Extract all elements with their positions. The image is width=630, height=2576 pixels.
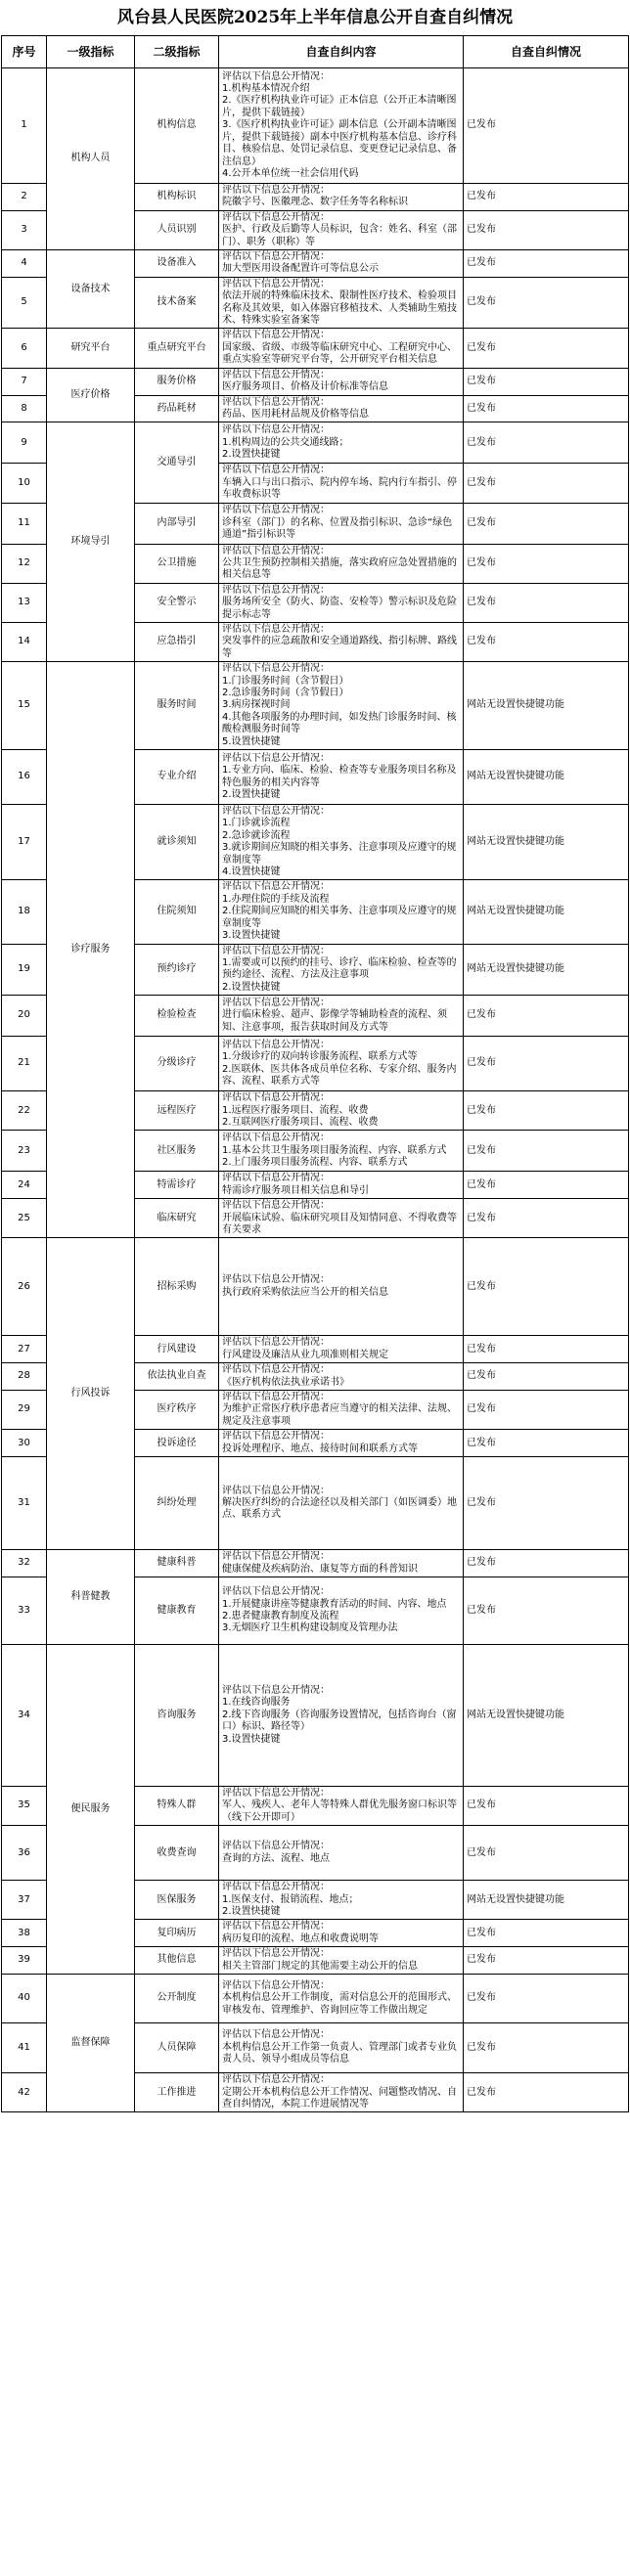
check-content: 评估以下信息公开情况： 医疗服务项目、价格及计价标准等信息 xyxy=(219,368,464,395)
level2-indicator: 机构信息 xyxy=(135,68,219,184)
check-content: 评估以下信息公开情况： 相关主管部门规定的其他需要主动公开的信息 xyxy=(219,1947,464,1975)
check-content: 评估以下信息公开情况： 1.机构基本情况介绍 2.《医疗机构执业许可证》正本信息（公开正本清晰图片，提供下载链接） 3.《医疗机构执业许可证》副本信息（公开副本清晰图片，提供下载链接）副本中医疗机构基本信息、诊疗科目、核验信息、处罚记录信息、变更登记记录信息、备注信息） 4.公开本单位统一社会信用代码 xyxy=(219,68,464,184)
row-number: 37 xyxy=(2,1881,47,1920)
check-status: 网站无设置快捷键功能 xyxy=(464,662,629,750)
level2-indicator: 内部导引 xyxy=(135,503,219,544)
level2-indicator: 分级诊疗 xyxy=(135,1037,219,1091)
level2-indicator: 健康科普 xyxy=(135,1550,219,1577)
check-content: 评估以下信息公开情况： 《医疗机构依法执业承诺书》 xyxy=(219,1363,464,1391)
check-status: 已发布 xyxy=(464,544,629,583)
check-status: 已发布 xyxy=(464,1336,629,1363)
check-content: 评估以下信息公开情况： 本机构信息公开工作制度，需对信息公开的范围形式、审核发布、管理维护、咨询回应等工作做出规定 xyxy=(219,1975,464,2023)
check-content: 评估以下信息公开情况： 服务场所安全（防火、防盗、安检等）警示标识及危险提示标志等 xyxy=(219,583,464,622)
row-number: 42 xyxy=(2,2073,47,2112)
check-status: 已发布 xyxy=(464,1947,629,1975)
level1-indicator: 机构人员 xyxy=(47,68,135,250)
check-status: 已发布 xyxy=(464,1430,629,1457)
level2-indicator: 临床研究 xyxy=(135,1199,219,1238)
row-number: 39 xyxy=(2,1947,47,1975)
row-number: 29 xyxy=(2,1391,47,1430)
level2-indicator: 安全警示 xyxy=(135,583,219,622)
check-status: 已发布 xyxy=(464,2073,629,2112)
row-number: 9 xyxy=(2,422,47,464)
check-status: 已发布 xyxy=(464,368,629,395)
check-content: 评估以下信息公开情况： 军人、残疾人、老年人等特殊人群优先服务窗口标识等（线下公开即可） xyxy=(219,1787,464,1826)
table-row xyxy=(2,329,629,368)
level2-indicator: 纠纷处理 xyxy=(135,1457,219,1550)
row-number: 13 xyxy=(2,583,47,622)
level2-indicator: 人员保障 xyxy=(135,2023,219,2073)
check-content: 评估以下信息公开情况： 医护、行政及后勤等人员标识，包含：姓名、科室（部门）、职务（职称）等 xyxy=(219,210,464,249)
check-content: 评估以下信息公开情况： 突发事件的应急疏散和安全通道路线、指引标牌、路线等 xyxy=(219,622,464,661)
check-status: 已发布 xyxy=(464,503,629,544)
check-status: 已发布 xyxy=(464,1577,629,1645)
level2-indicator: 技术备案 xyxy=(135,277,219,329)
check-status: 已发布 xyxy=(464,622,629,661)
level1-indicator: 设备技术 xyxy=(47,250,135,329)
check-status: 已发布 xyxy=(464,2023,629,2073)
row-number: 33 xyxy=(2,1577,47,1645)
check-status: 已发布 xyxy=(464,1391,629,1430)
table-row xyxy=(2,1238,629,1336)
check-content: 评估以下信息公开情况： 1.开展健康讲座等健康教育活动的时间、内容、地点 2.患者健康教育制度及流程 3.无烟医疗卫生机构建设制度及管理办法 xyxy=(219,1577,464,1645)
check-status: 已发布 xyxy=(464,1975,629,2023)
check-content: 评估以下信息公开情况： 病历复印的流程、地点和收费说明等 xyxy=(219,1920,464,1947)
level2-indicator: 依法执业自查 xyxy=(135,1363,219,1391)
check-content: 评估以下信息公开情况： 定期公开本机构信息公开工作情况、问题整改情况、自查自纠情况，本院工作进展情况等 xyxy=(219,2073,464,2112)
row-number: 24 xyxy=(2,1172,47,1199)
table-row xyxy=(2,662,629,750)
check-content: 评估以下信息公开情况： 特需诊疗服务项目相关信息和导引 xyxy=(219,1172,464,1199)
header-level2: 二级指标 xyxy=(135,36,219,68)
row-number: 15 xyxy=(2,662,47,750)
check-status: 已发布 xyxy=(464,1787,629,1826)
check-content: 评估以下信息公开情况： 1.办理住院的手续及流程 2.住院期间应知晓的相关事务、注意事项及应遵守的规章制度等 3.设置快捷键 xyxy=(219,880,464,944)
check-content: 评估以下信息公开情况： 1.在线咨询服务 2.线下咨询服务（咨询服务设置情况，包括咨询台（窗口）标识、路径等） 3.设置快捷键 xyxy=(219,1645,464,1787)
check-content: 评估以下信息公开情况： 1.机构周边的公共交通线路； 2.设置快捷键 xyxy=(219,422,464,464)
check-content: 评估以下信息公开情况： 1.分级诊疗的双向转诊服务流程、联系方式等 2.医联体、医共体各成员单位名称、专家介绍、服务内容、流程、联系方式等 xyxy=(219,1037,464,1091)
check-content: 评估以下信息公开情况： 1.门诊服务时间（含节假日） 2.急诊服务时间（含节假日） 3.病房探视时间 4.其他各项服务的办理时间，如发热门诊服务时间、核酸检测服务时间等 5.设置快捷键 xyxy=(219,662,464,750)
row-number: 36 xyxy=(2,1826,47,1881)
page-title: 风台县人民医院2025年上半年信息公开自查自纠情况 xyxy=(116,8,514,27)
check-status: 已发布 xyxy=(464,1920,629,1947)
check-content: 评估以下信息公开情况： 公共卫生预防控制相关措施，落实政府应急处置措施的相关信息等 xyxy=(219,544,464,583)
check-status: 已发布 xyxy=(464,277,629,329)
check-status: 已发布 xyxy=(464,210,629,249)
row-number: 17 xyxy=(2,805,47,880)
check-content: 评估以下信息公开情况： 为维护正常医疗秩序患者应当遵守的相关法律、法规、规定及注意事项 xyxy=(219,1391,464,1430)
table-row xyxy=(2,68,629,184)
check-content: 评估以下信息公开情况： 1.专业方向、临床、检验、检查等专业服务项目名称及特色服务的相关内容等 2.设置快捷键 xyxy=(219,750,464,805)
level1-indicator: 研究平台 xyxy=(47,329,135,368)
check-content: 评估以下信息公开情况： 执行政府采购依法应当公开的相关信息 xyxy=(219,1238,464,1336)
check-status: 已发布 xyxy=(464,1238,629,1336)
row-number: 19 xyxy=(2,944,47,996)
row-number: 10 xyxy=(2,464,47,503)
check-status: 已发布 xyxy=(464,1826,629,1881)
row-number: 1 xyxy=(2,68,47,184)
level1-indicator: 环境导引 xyxy=(47,422,135,662)
row-number: 11 xyxy=(2,503,47,544)
table-row xyxy=(2,422,629,464)
row-number: 32 xyxy=(2,1550,47,1577)
row-number: 31 xyxy=(2,1457,47,1550)
level2-indicator: 预约诊疗 xyxy=(135,944,219,996)
check-content: 评估以下信息公开情况： 院徽字号、医徽理念、数字任务等名称标识 xyxy=(219,184,464,211)
level2-indicator: 专业介绍 xyxy=(135,750,219,805)
row-number: 14 xyxy=(2,622,47,661)
check-content: 评估以下信息公开情况： 投诉处理程序、地点、接待时间和联系方式等 xyxy=(219,1430,464,1457)
table-row xyxy=(2,1975,629,2023)
level2-indicator: 机构标识 xyxy=(135,184,219,211)
check-status: 已发布 xyxy=(464,996,629,1037)
check-content: 评估以下信息公开情况： 解决医疗纠纷的合法途径以及相关部门（如医调委）地点、联系方式 xyxy=(219,1457,464,1550)
check-status: 网站无设置快捷键功能 xyxy=(464,805,629,880)
row-number: 27 xyxy=(2,1336,47,1363)
level2-indicator: 复印病历 xyxy=(135,1920,219,1947)
level2-indicator: 特殊人群 xyxy=(135,1787,219,1826)
row-number: 38 xyxy=(2,1920,47,1947)
level2-indicator: 设备准入 xyxy=(135,250,219,278)
check-content: 评估以下信息公开情况： 诊科室（部门）的名称、位置及指引标识、急诊“绿色通道”指引标识等 xyxy=(219,503,464,544)
level2-indicator: 检验检查 xyxy=(135,996,219,1037)
table-row xyxy=(2,1550,629,1577)
row-number: 34 xyxy=(2,1645,47,1787)
level2-indicator: 服务时间 xyxy=(135,662,219,750)
check-status: 已发布 xyxy=(464,1199,629,1238)
table-header-row xyxy=(2,36,629,68)
level2-indicator: 其他信息 xyxy=(135,1947,219,1975)
check-status: 已发布 xyxy=(464,1037,629,1091)
header-level1: 一级指标 xyxy=(47,36,135,68)
level2-indicator: 应急指引 xyxy=(135,622,219,661)
level2-indicator: 医疗秩序 xyxy=(135,1391,219,1430)
row-number: 23 xyxy=(2,1131,47,1172)
check-content: 评估以下信息公开情况： 1.基本公共卫生服务项目服务流程、内容、联系方式 2.上门服务项目服务流程、内容、联系方式 xyxy=(219,1131,464,1172)
table-row xyxy=(2,1645,629,1787)
check-content: 评估以下信息公开情况： 车辆入口与出口指示、院内停车场、院内行车指引、停车收费标识等 xyxy=(219,464,464,503)
check-content: 评估以下信息公开情况： 1.远程医疗服务项目、流程、收费 2.互联网医疗服务项目、流程、收费 xyxy=(219,1091,464,1131)
row-number: 20 xyxy=(2,996,47,1037)
check-status: 网站无设置快捷键功能 xyxy=(464,944,629,996)
row-number: 30 xyxy=(2,1430,47,1457)
row-number: 25 xyxy=(2,1199,47,1238)
header-status: 自查自纠情况 xyxy=(464,36,629,68)
level2-indicator: 服务价格 xyxy=(135,368,219,395)
level2-indicator: 投诉途径 xyxy=(135,1430,219,1457)
row-number: 8 xyxy=(2,395,47,422)
row-number: 5 xyxy=(2,277,47,329)
level2-indicator: 远程医疗 xyxy=(135,1091,219,1131)
check-status: 已发布 xyxy=(464,329,629,368)
row-number: 16 xyxy=(2,750,47,805)
check-status: 网站无设置快捷键功能 xyxy=(464,750,629,805)
level2-indicator: 社区服务 xyxy=(135,1131,219,1172)
level2-indicator: 健康教育 xyxy=(135,1577,219,1645)
check-content: 评估以下信息公开情况： 药品、医用耗材品规及价格等信息 xyxy=(219,395,464,422)
check-status: 网站无设置快捷键功能 xyxy=(464,1881,629,1920)
level2-indicator: 咨询服务 xyxy=(135,1645,219,1787)
check-content: 评估以下信息公开情况： 查询的方法、流程、地点 xyxy=(219,1826,464,1881)
level1-indicator: 行风投诉 xyxy=(47,1238,135,1550)
check-status: 已发布 xyxy=(464,1131,629,1172)
check-content: 评估以下信息公开情况： 加大型医用设备配置许可等信息公示 xyxy=(219,250,464,278)
check-status: 已发布 xyxy=(464,422,629,464)
row-number: 28 xyxy=(2,1363,47,1391)
check-status: 已发布 xyxy=(464,395,629,422)
table-row xyxy=(2,250,629,278)
check-status: 已发布 xyxy=(464,1457,629,1550)
check-status: 网站无设置快捷键功能 xyxy=(464,880,629,944)
check-content: 评估以下信息公开情况： 依法开展的特殊临床技术、限制性医疗技术、检验项目名称及其效果，如入体器官移植技术、人类辅助生殖技术、特殊实验室备案等 xyxy=(219,277,464,329)
row-number: 18 xyxy=(2,880,47,944)
level2-indicator: 招标采购 xyxy=(135,1238,219,1336)
row-number: 4 xyxy=(2,250,47,278)
header-no: 序号 xyxy=(2,36,47,68)
check-content: 评估以下信息公开情况： 本机构信息公开工作第一负责人、管理部门或者专业负责人员、领导小组成员等信息 xyxy=(219,2023,464,2073)
table-row xyxy=(2,368,629,395)
check-status: 已发布 xyxy=(464,464,629,503)
check-content: 评估以下信息公开情况： 行风建设及廉洁从业九项准则相关规定 xyxy=(219,1336,464,1363)
row-number: 6 xyxy=(2,329,47,368)
check-content: 评估以下信息公开情况： 健康保健及疾病防治、康复等方面的科普知识 xyxy=(219,1550,464,1577)
check-status: 已发布 xyxy=(464,1550,629,1577)
check-status: 已发布 xyxy=(464,68,629,184)
check-status: 已发布 xyxy=(464,583,629,622)
check-content: 评估以下信息公开情况： 开展临床试验、临床研究项目及知情同意、不得收费等有关要求 xyxy=(219,1199,464,1238)
check-content: 评估以下信息公开情况： 国家级、省级、市级等临床研究中心、工程研究中心、重点实验室等研究平台等，公开研究平台相关信息 xyxy=(219,329,464,368)
level1-indicator: 医疗价格 xyxy=(47,368,135,422)
level1-indicator: 便民服务 xyxy=(47,1645,135,1975)
row-number: 35 xyxy=(2,1787,47,1826)
header-content: 自查自纠内容 xyxy=(219,36,464,68)
row-number: 41 xyxy=(2,2023,47,2073)
row-number: 3 xyxy=(2,210,47,249)
row-number: 7 xyxy=(2,368,47,395)
level2-indicator: 交通导引 xyxy=(135,422,219,503)
level2-indicator: 就诊须知 xyxy=(135,805,219,880)
check-status: 已发布 xyxy=(464,1363,629,1391)
self-check-table xyxy=(1,35,629,2112)
check-content: 评估以下信息公开情况： 1.需要或可以预约的挂号、诊疗、临床检验、检查等的预约途径、流程、方法及注意事项 2.设置快捷键 xyxy=(219,944,464,996)
level2-indicator: 工作推进 xyxy=(135,2073,219,2112)
check-status: 已发布 xyxy=(464,250,629,278)
check-status: 网站无设置快捷键功能 xyxy=(464,1645,629,1787)
level2-indicator: 公开制度 xyxy=(135,1975,219,2023)
check-content: 评估以下信息公开情况： 1.门诊就诊流程 2.急诊就诊流程 3.就诊期间应知晓的相关事务、注意事项及应遵守的规章制度等 4.设置快捷键 xyxy=(219,805,464,880)
level2-indicator: 行风建设 xyxy=(135,1336,219,1363)
level2-indicator: 医保服务 xyxy=(135,1881,219,1920)
level2-indicator: 重点研究平台 xyxy=(135,329,219,368)
check-status: 已发布 xyxy=(464,1172,629,1199)
level2-indicator: 公卫措施 xyxy=(135,544,219,583)
row-number: 12 xyxy=(2,544,47,583)
row-number: 22 xyxy=(2,1091,47,1131)
level1-indicator: 监督保障 xyxy=(47,1975,135,2112)
level1-indicator: 诊疗服务 xyxy=(47,662,135,1238)
level2-indicator: 住院须知 xyxy=(135,880,219,944)
level2-indicator: 特需诊疗 xyxy=(135,1172,219,1199)
level2-indicator: 收费查询 xyxy=(135,1826,219,1881)
check-content: 评估以下信息公开情况： 1.医保支付、报销流程、地点； 2.设置快捷键 xyxy=(219,1881,464,1920)
level1-indicator: 科普健教 xyxy=(47,1550,135,1645)
row-number: 40 xyxy=(2,1975,47,2023)
row-number: 21 xyxy=(2,1037,47,1091)
row-number: 2 xyxy=(2,184,47,211)
check-status: 已发布 xyxy=(464,184,629,211)
level2-indicator: 人员识别 xyxy=(135,210,219,249)
check-status: 已发布 xyxy=(464,1091,629,1131)
level2-indicator: 药品耗材 xyxy=(135,395,219,422)
check-content: 评估以下信息公开情况： 进行临床检验、超声、影像学等辅助检查的流程、须知、注意事项，报告获取时间及方式等 xyxy=(219,996,464,1037)
row-number: 26 xyxy=(2,1238,47,1336)
